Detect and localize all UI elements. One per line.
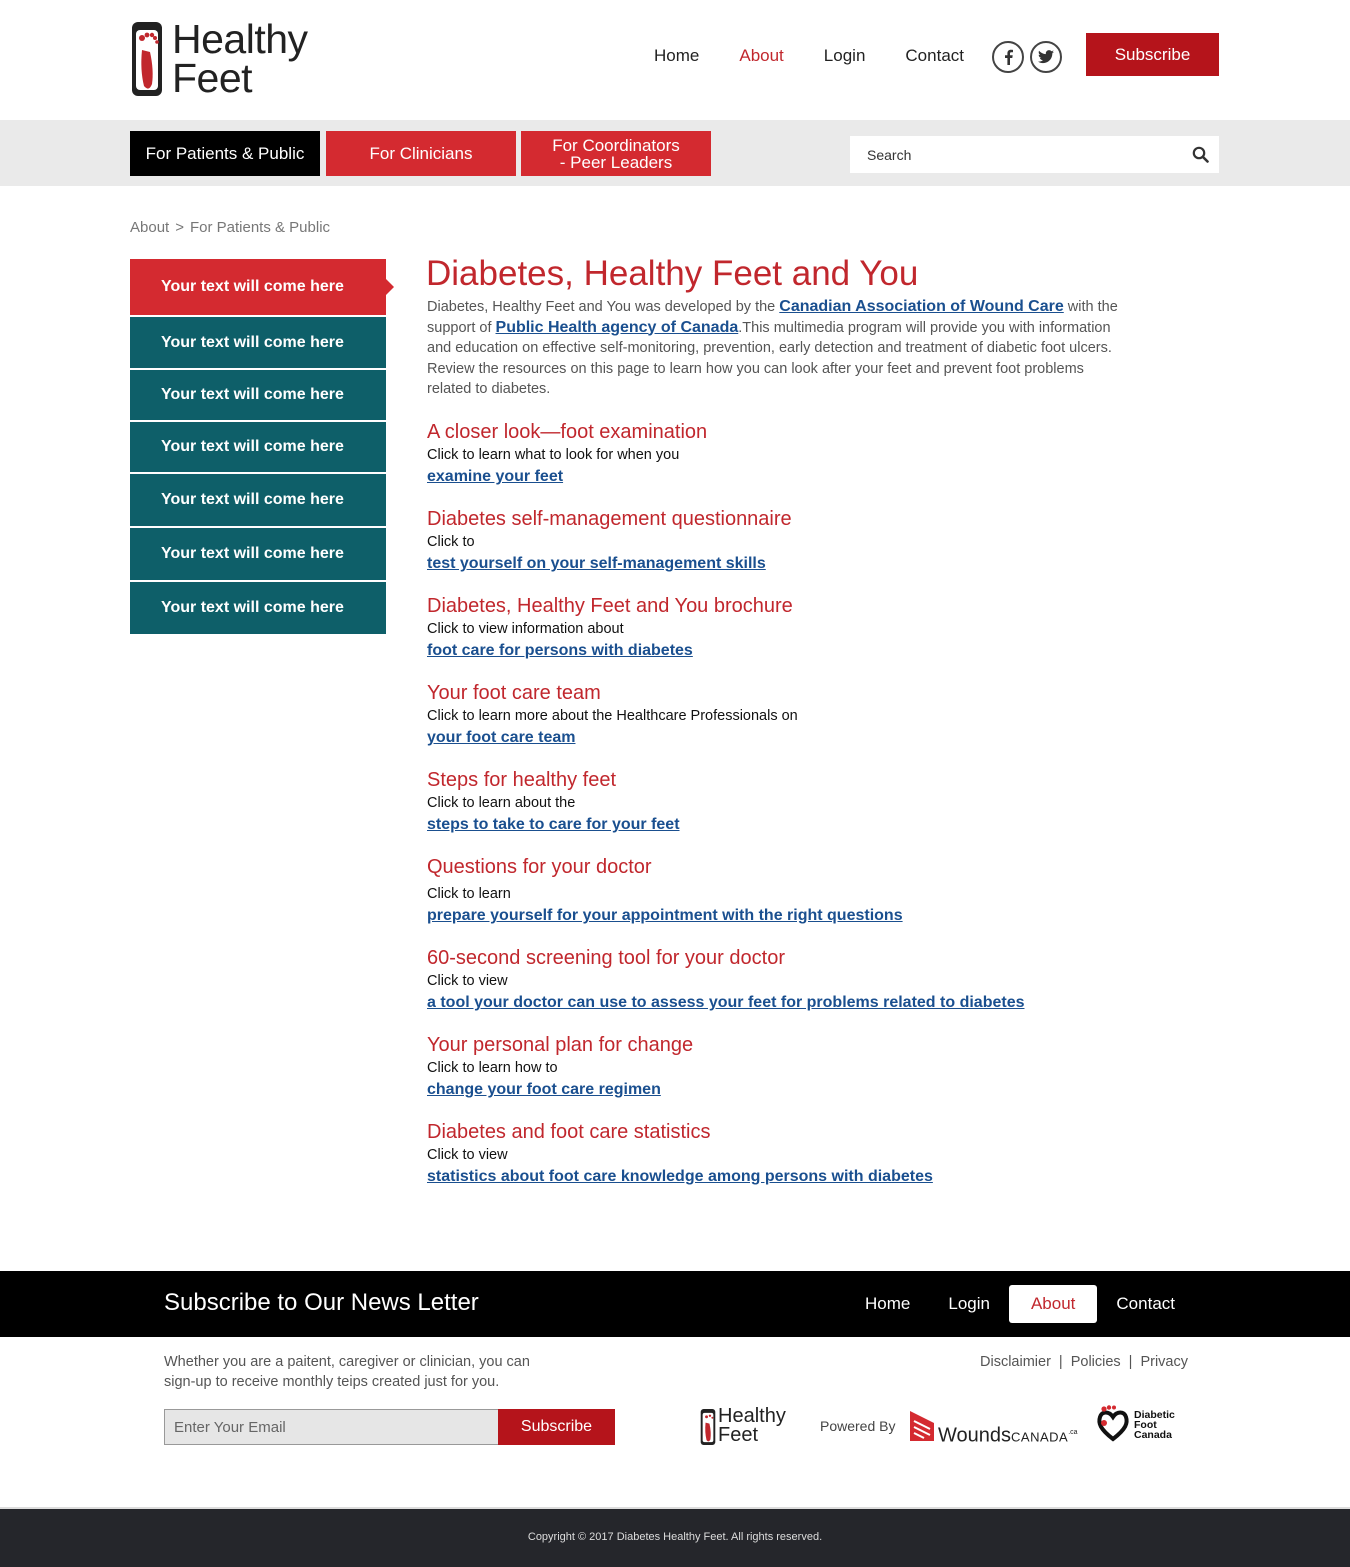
sidebar [130, 259, 386, 636]
newsletter-form [164, 1409, 615, 1445]
email-input[interactable] [164, 1409, 499, 1445]
resource-section [427, 946, 1024, 1014]
footer-nav-home[interactable]: Home [865, 1294, 911, 1313]
policies-link[interactable]: Policies [1070, 1354, 1121, 1370]
footer-navigation [846, 1285, 1194, 1323]
section-title: Questions for your doctor [427, 856, 652, 878]
breadcrumb-item-about[interactable]: About [130, 219, 170, 236]
healthy-feet-small-logo: Healthy Feet [698, 1407, 793, 1447]
nav-item-home[interactable]: Home [654, 46, 700, 65]
section-title: Diabetes self-management questionnaire [427, 508, 792, 530]
sidebar-item-7[interactable]: Your text will come here [130, 582, 386, 634]
wounds-canada-mark-icon [908, 1407, 936, 1443]
resource-section [427, 420, 707, 488]
nav-item-about[interactable]: About [739, 46, 784, 65]
section-description: Click to learn how to [427, 1060, 558, 1076]
wounds-canada-logo: WoundsCANADA$^{.ca}$ [908, 1407, 1073, 1447]
resource-section [427, 768, 680, 836]
facebook-icon[interactable] [992, 41, 1024, 73]
category-tab-coordinators[interactable]: For Coordinators - Peer Leaders [521, 131, 711, 176]
social-links [992, 41, 1062, 73]
newsletter-subscribe-button[interactable]: Subscribe [498, 1409, 615, 1445]
resource-section [427, 1033, 693, 1101]
footer-newsletter-bar [0, 1271, 1350, 1337]
disclaimer-link[interactable]: Disclaimier [980, 1354, 1051, 1370]
section-description: Click to view information about [427, 621, 624, 637]
resource-section [427, 855, 903, 927]
resource-section [427, 1120, 933, 1188]
sidebar-item-4[interactable]: Your text will come here [130, 422, 386, 472]
powered-by-label: Powered By [820, 1418, 896, 1434]
footer-nav-contact[interactable]: Contact [1116, 1294, 1175, 1313]
section-link[interactable]: statistics about foot care knowledge among persons with diabetes [427, 1168, 933, 1185]
sidebar-item-3[interactable]: Your text will come here [130, 370, 386, 420]
section-title: 60-second screening tool for your doctor [427, 947, 785, 969]
heart-foot-icon [1096, 1405, 1130, 1443]
section-link[interactable]: test yourself on your self-management skills [427, 555, 766, 572]
sidebar-item-1[interactable]: Your text will come here [130, 259, 386, 315]
logo-text: Healthy Feet [172, 16, 308, 101]
nav-item-login[interactable]: Login [823, 46, 866, 65]
section-title: Steps for healthy feet [427, 769, 617, 791]
twitter-icon[interactable] [1030, 41, 1062, 73]
search-input[interactable] [850, 136, 1180, 173]
section-description: Click to learn about the [427, 795, 576, 811]
category-tab-patients[interactable]: For Patients & Public [130, 131, 320, 176]
breadcrumb-separator: > [175, 219, 184, 236]
breadcrumb-item-current: For Patients & Public [189, 219, 331, 236]
section-link[interactable]: steps to take to care for your feet [427, 816, 680, 833]
section-title: A closer look—foot examination [427, 421, 708, 443]
privacy-link[interactable]: Privacy [1140, 1354, 1188, 1370]
page-title: Diabetes, Healthy Feet and You [426, 254, 919, 293]
newsletter-title: Subscribe to Our News Letter [164, 1289, 479, 1316]
category-bar [0, 120, 1350, 186]
search-icon[interactable] [1192, 146, 1209, 163]
section-description: Click to learn more about the Healthcare Professionals on [427, 708, 798, 724]
resource-section [427, 507, 792, 575]
section-link[interactable]: foot care for persons with diabetes [427, 642, 693, 659]
footer-nav-about[interactable]: About [1009, 1285, 1097, 1323]
site-logo[interactable] [130, 18, 330, 102]
section-description: Click to [427, 534, 475, 550]
intro-paragraph: Diabetes, Healthy Feet and You was developed by the Canadian Association of Wound Care with the support of Public Health agency of Canada.This multimedia program will provide you with information and education on effective self-monitoring, prevention, early detection and treatment of diabetic foot ulcers. Review the resources on this page to learn how you can look after your feet and prevent foot problems related to diabetes. [427, 298, 1118, 397]
section-description: Click to learn what to look for when you [427, 447, 680, 463]
main-content [426, 253, 1147, 1185]
section-link[interactable]: change your foot care regimen [427, 1081, 661, 1098]
copyright-text: Copyright © 2017 Diabetes Healthy Feet. All rights reserved. [527, 1531, 823, 1543]
resource-section [427, 594, 793, 662]
policy-links: Disclaimier | Policies | Privacy [980, 1354, 1188, 1370]
section-title: Diabetes, Healthy Feet and You brochure [427, 595, 793, 617]
category-tab-clinicians[interactable]: For Clinicians [326, 131, 516, 176]
footer-nav-login[interactable]: Login [948, 1294, 990, 1313]
search-box [850, 136, 1219, 173]
section-title: Your personal plan for change [427, 1034, 694, 1056]
section-description: Click to view [427, 1147, 508, 1163]
diabetic-foot-canada-logo: Diabetic Foot Canada [1096, 1405, 1188, 1447]
subscribe-button[interactable]: Subscribe [1086, 33, 1219, 76]
nav-item-contact[interactable]: Contact [905, 46, 964, 65]
link-cawc[interactable]: Canadian Association of Wound Care [779, 298, 1064, 315]
sidebar-item-2[interactable]: Your text will come here [130, 317, 386, 368]
section-title: Your foot care team [427, 682, 601, 704]
breadcrumb [130, 219, 330, 236]
copyright-bar [0, 1507, 1350, 1567]
link-phac[interactable]: Public Health agency of Canada [495, 318, 739, 336]
newsletter-description: Whether you are a paitent, caregiver or clinician, you can sign-up to receive monthly teips created just for you. [164, 1354, 530, 1390]
section-description: Click to view [427, 973, 508, 989]
footer-body [0, 1337, 1350, 1507]
top-navigation [654, 46, 1004, 66]
partner-logos [698, 1401, 1188, 1451]
section-description: Click to learn [427, 886, 511, 902]
site-header [0, 0, 1350, 120]
sidebar-item-5[interactable]: Your text will come here [130, 474, 386, 526]
foot-logo-icon [700, 1409, 716, 1445]
section-link[interactable]: examine your feet [427, 468, 564, 485]
sidebar-item-6[interactable]: Your text will come here [130, 528, 386, 580]
section-link[interactable]: a tool your doctor can use to assess your feet for problems related to diabetes [427, 994, 1025, 1011]
resource-section [427, 681, 798, 749]
section-link[interactable]: prepare yourself for your appointment with the right questions [427, 907, 903, 924]
foot-logo-icon [132, 22, 162, 96]
section-link[interactable]: your foot care team [427, 729, 576, 746]
section-title: Diabetes and foot care statistics [427, 1121, 711, 1143]
